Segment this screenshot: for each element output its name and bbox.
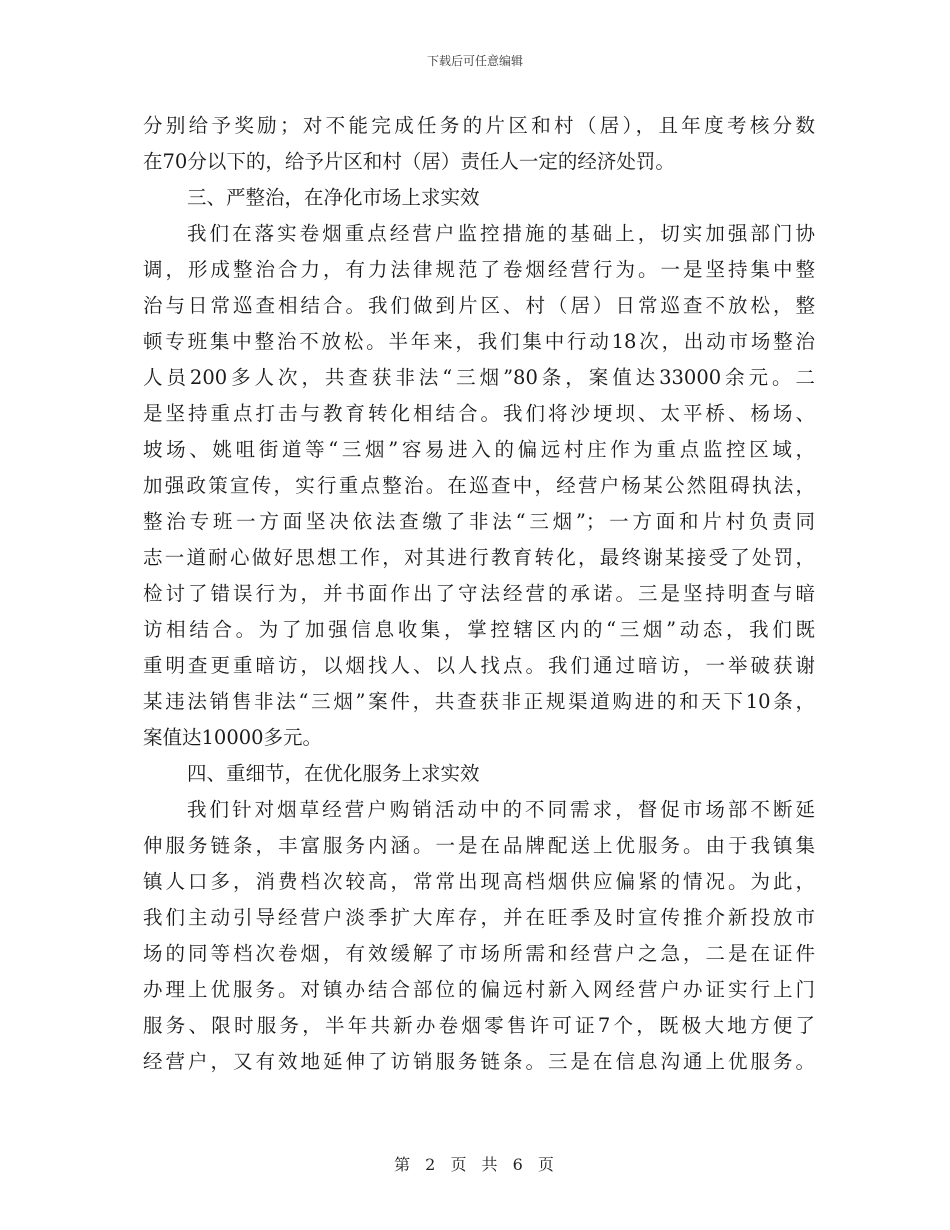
- text-line: 检讨了错误行为，并书面作出了守法经营的承诺。三是坚持明查与暗: [143, 582, 815, 605]
- text-line: 访相结合。为了加强信息收集，掌控辖区内的“三烟”动态，我们既: [143, 618, 815, 641]
- text-line: 治与日常巡查相结合。我们做到片区、村（居）日常巡查不放松，整: [143, 294, 815, 317]
- section-heading: 四、重细节，在优化服务上求实效: [187, 762, 480, 785]
- text-line: 服务、限时服务，半年共新办卷烟零售许可证7个，既极大地方便了: [143, 1014, 815, 1037]
- text-line: 坡场、姚咀街道等“三烟”容易进入的偏远村庄作为重点监控区域，: [143, 438, 815, 461]
- text-line: 重明查更重暗访，以烟找人、以人找点。我们通过暗访，一举破获谢: [143, 654, 815, 677]
- text-line: 在70分以下的，给予片区和村（居）责任人一定的经济处罚。: [143, 150, 675, 173]
- section-heading: 三、严整治，在净化市场上求实效: [187, 186, 480, 209]
- page-number-footer: 第 2 页 共 6 页: [394, 1155, 556, 1174]
- text-line: 调，形成整治合力，有力法律规范了卷烟经营行为。一是坚持集中整: [143, 258, 815, 281]
- page-header: 下载后可任意编辑: [426, 54, 523, 68]
- text-line: 镇人口多，消费档次较高，常常出现高档烟供应偏紧的情况。为此，: [143, 870, 815, 893]
- text-line: 我们在落实卷烟重点经营户监控措施的基础上，切实加强部门协: [187, 222, 815, 245]
- text-line: 我们主动引导经营户淡季扩大库存，并在旺季及时宣传推介新投放市: [143, 906, 815, 929]
- text-line: 经营户，又有效地延伸了访销服务链条。三是在信息沟通上优服务。: [143, 1050, 815, 1073]
- text-line: 办理上优服务。对镇办结合部位的偏远村新入网经营户办证实行上门: [143, 978, 815, 1001]
- text-line: 我们针对烟草经营户购销活动中的不同需求，督促市场部不断延: [187, 798, 815, 821]
- text-line: 某违法销售非法“三烟”案件，共查获非正规渠道购进的和天下10条，: [143, 690, 815, 713]
- text-line: 场的同等档次卷烟，有效缓解了市场所需和经营户之急，二是在证件: [143, 942, 815, 965]
- document-body: [143, 108, 815, 1080]
- text-line: 案值达10000多元。: [143, 726, 323, 749]
- text-line: 伸服务链条，丰富服务内涵。一是在品牌配送上优服务。由于我镇集: [143, 834, 815, 857]
- text-line: 人员200多人次，共查获非法“三烟”80条，案值达33000余元。二: [143, 366, 815, 389]
- text-line: 顿专班集中整治不放松。半年来，我们集中行动18次，出动市场整治: [143, 330, 815, 353]
- text-line: 加强政策宣传，实行重点整治。在巡查中，经营户杨某公然阻碍执法，: [143, 474, 815, 497]
- text-line: 整治专班一方面坚决依法查缴了非法“三烟”；一方面和片村负责同: [143, 510, 815, 533]
- text-line: 分别给予奖励；对不能完成任务的片区和村（居），且年度考核分数: [143, 114, 815, 137]
- text-line: 是坚持重点打击与教育转化相结合。我们将沙埂坝、太平桥、杨场、: [143, 402, 815, 425]
- text-line: 志一道耐心做好思想工作，对其进行教育转化，最终谢某接受了处罚，: [143, 546, 815, 569]
